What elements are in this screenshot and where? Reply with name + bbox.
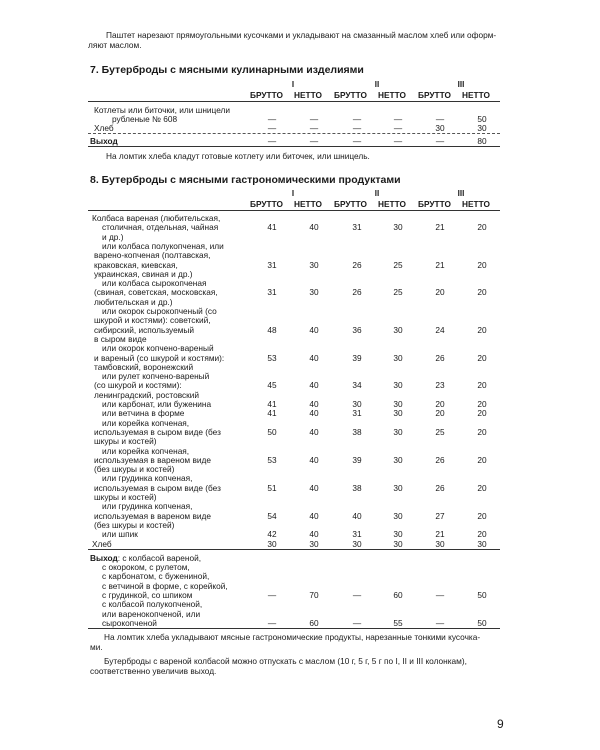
s7-item1-col-3: — bbox=[352, 114, 362, 124]
s8-row-2-col-4: 25 bbox=[393, 259, 403, 270]
s8-row-1-col-6: 20 bbox=[477, 222, 487, 233]
s8-row-11-col-4: 30 bbox=[393, 482, 403, 493]
section-8-title: 8. Бутерброды с мясными гастрономическими продуктами bbox=[90, 174, 401, 186]
s8-yield-line-3: с ветчиной в форме, с корейкой, bbox=[102, 580, 228, 591]
s8-row-9-col-1: 50 bbox=[267, 426, 277, 437]
s8-row-2-col-6: 20 bbox=[477, 259, 487, 270]
s8-row-14-col-2: 30 bbox=[309, 538, 319, 549]
s8-row-3-label-2: (свиная, советская, московская, bbox=[94, 287, 218, 298]
s7-bread-col-1: — bbox=[267, 123, 277, 133]
s8-row-9-col-4: 30 bbox=[393, 426, 403, 437]
s8-row-1-col-4: 30 bbox=[393, 222, 403, 233]
s8-row-11-col-5: 26 bbox=[435, 482, 445, 493]
s8-row-12-col-3: 40 bbox=[352, 510, 362, 521]
s8-row-2-label-2: варено-копченая (полтавская, bbox=[94, 250, 211, 261]
s8-row-6-col-4: 30 bbox=[393, 380, 403, 391]
s8-yield-2-col-1: — bbox=[267, 617, 277, 628]
s8-row-9-label-2: используемая в сыром виде (без bbox=[94, 426, 221, 437]
s8-row-7-col-2: 40 bbox=[309, 399, 319, 409]
s8-row-5-col-6: 20 bbox=[477, 352, 487, 363]
s8-row-3-col-1: 31 bbox=[267, 287, 277, 298]
s8-header-roman-1: I bbox=[291, 189, 295, 198]
s8-rule-3 bbox=[88, 628, 500, 629]
s7-bread-col-2: — bbox=[309, 123, 319, 133]
s8-row-6-label-1: или рулет копчено-вареный bbox=[102, 371, 210, 382]
s8-row-10-col-4: 30 bbox=[393, 454, 403, 465]
section-7-title: 7. Бутерброды с мясными кулинарными изделиями bbox=[90, 64, 364, 76]
s8-row-2-col-3: 26 bbox=[352, 259, 362, 270]
page-number: 9 bbox=[497, 717, 504, 731]
s8-row-2-label-1: или колбаса полукопченая, или bbox=[102, 240, 224, 251]
s7-header-netto-3: НЕТТО bbox=[462, 90, 490, 100]
s8-row-3-label-3: любительская и др.) bbox=[94, 296, 173, 307]
s8-row-5-label-3: тамбовский, воронежский bbox=[94, 361, 194, 372]
s7-rule-3 bbox=[88, 146, 500, 147]
s7-bread-col-3: — bbox=[352, 123, 362, 133]
s8-yield-1-col-2: 70 bbox=[309, 590, 319, 600]
s8-row-8-label-1: или ветчина в форме bbox=[102, 408, 185, 419]
s8-row-4-col-4: 30 bbox=[393, 324, 403, 335]
s8-row-3-col-3: 26 bbox=[352, 287, 362, 298]
s8-row-12-col-2: 40 bbox=[309, 510, 319, 521]
s8-header-brutto-3: БРУТТО bbox=[418, 199, 451, 209]
s8-row-4-col-6: 20 bbox=[477, 324, 487, 335]
s8-row-10-col-6: 20 bbox=[477, 454, 487, 465]
s8-row-6-col-5: 23 bbox=[435, 380, 445, 391]
s7-header-brutto-1: БРУТТО bbox=[250, 90, 283, 100]
s8-row-10-col-5: 26 bbox=[435, 454, 445, 465]
s7-yield-col-4: — bbox=[393, 136, 403, 146]
s7-item1-label-1: Котлеты или биточки, или шницели bbox=[94, 105, 231, 115]
s8-row-11-col-1: 51 bbox=[267, 482, 277, 493]
s7-header-brutto-3: БРУТТО bbox=[418, 90, 451, 100]
s8-header-netto-3: НЕТТО bbox=[462, 199, 490, 209]
s7-yield-col-3: — bbox=[352, 136, 362, 146]
s7-yield-label: Выход bbox=[90, 136, 118, 146]
s8-note-4: соответственно увеличив выход. bbox=[90, 666, 217, 677]
s8-row-2-label-3: краковская, киевская, bbox=[94, 259, 178, 270]
s8-row-4-label-4: в сыром виде bbox=[94, 333, 147, 344]
s8-yield-1-col-6: 50 bbox=[477, 590, 487, 600]
s8-row-4-label-3: сибирский, используемый bbox=[94, 324, 194, 335]
s8-row-8-col-4: 30 bbox=[393, 408, 403, 419]
s8-row-6-col-6: 20 bbox=[477, 380, 487, 391]
s7-bread-col-5: 30 bbox=[435, 123, 445, 133]
s8-row-1-label-1: Колбаса вареная (любительская, bbox=[92, 213, 221, 223]
s8-header-brutto-1: БРУТТО bbox=[250, 199, 283, 209]
s8-yield-1-col-3: — bbox=[352, 590, 362, 600]
s8-yield-line-7: сырокопченой bbox=[102, 617, 157, 628]
s7-item1-col-5: — bbox=[435, 114, 445, 124]
s8-note-3: Бутерброды с вареной колбасой можно отпускать с маслом (10 г, 5 г, 5 г по I, II и III колонкам), bbox=[104, 656, 467, 667]
s8-row-12-label-1: или грудинка копченая, bbox=[102, 501, 193, 512]
s7-header-netto-2: НЕТТО bbox=[378, 90, 406, 100]
s7-header-roman-3: III bbox=[457, 80, 465, 89]
s8-row-10-label-3: (без шкуры и костей) bbox=[94, 464, 175, 475]
s8-row-11-label-1: или грудинка копченая, bbox=[102, 473, 193, 484]
s8-row-3-col-2: 30 bbox=[309, 287, 319, 298]
s7-header-netto-1: НЕТТО bbox=[294, 90, 322, 100]
s8-row-11-label-2: используемая в сыром виде (без bbox=[94, 482, 221, 493]
s8-row-8-col-3: 31 bbox=[352, 408, 362, 419]
s8-row-14-col-5: 30 bbox=[435, 538, 445, 549]
s7-bread-col-6: 30 bbox=[477, 123, 487, 133]
s8-row-7-col-3: 30 bbox=[352, 399, 362, 409]
s8-row-12-label-3: (без шкуры и костей) bbox=[94, 519, 175, 530]
s8-row-7-col-6: 20 bbox=[477, 399, 487, 409]
s8-row-4-col-2: 40 bbox=[309, 324, 319, 335]
s8-row-6-label-3: ленинградский, ростовский bbox=[94, 389, 200, 400]
s8-yield-1-col-1: — bbox=[267, 590, 277, 600]
s7-item1-col-6: 50 bbox=[477, 114, 487, 124]
s7-yield-col-6: 80 bbox=[477, 136, 487, 146]
s8-row-10-label-1: или корейка копченая, bbox=[102, 445, 190, 456]
s7-bread-col-4: — bbox=[393, 123, 403, 133]
s8-row-6-col-1: 45 bbox=[267, 380, 277, 391]
intro-line-1: Паштет нарезают прямоугольными кусочками и укладывают на смазанный маслом хлеб или оформ- bbox=[106, 30, 497, 40]
s8-yield-2-col-5: — bbox=[435, 617, 445, 628]
s8-yield-line-1: с окороком, с рулетом, bbox=[102, 562, 190, 573]
s8-row-1-col-3: 31 bbox=[352, 222, 362, 233]
s8-row-12-col-4: 30 bbox=[393, 510, 403, 521]
s8-row-13-col-2: 40 bbox=[309, 529, 319, 540]
s8-row-14-col-1: 30 bbox=[267, 538, 277, 549]
s8-row-7-label-1: или карбонат, или буженина bbox=[102, 399, 212, 409]
s8-row-12-col-1: 54 bbox=[267, 510, 277, 521]
s7-note: На ломтик хлеба кладут готовые котлету или биточек, или шницель. bbox=[106, 151, 370, 161]
s8-yield-2-col-3: — bbox=[352, 617, 362, 628]
s8-header-brutto-2: БРУТТО bbox=[334, 199, 367, 209]
s7-item1-col-1: — bbox=[267, 114, 277, 124]
s8-header-roman-2: II bbox=[374, 189, 380, 198]
s8-yield-1-col-5: — bbox=[435, 590, 445, 600]
s8-row-5-col-5: 26 bbox=[435, 352, 445, 363]
s8-row-13-col-4: 30 bbox=[393, 529, 403, 540]
s8-row-11-col-2: 40 bbox=[309, 482, 319, 493]
s8-row-9-label-1: или корейка копченая, bbox=[102, 417, 190, 428]
s8-row-9-col-5: 25 bbox=[435, 426, 445, 437]
s8-row-3-col-5: 20 bbox=[435, 287, 445, 298]
s8-row-10-label-2: используемая в вареном виде bbox=[94, 454, 211, 465]
s8-row-1-col-2: 40 bbox=[309, 222, 319, 233]
s8-row-12-col-5: 27 bbox=[435, 510, 445, 521]
s8-row-5-label-1: или окорок копчено-вареный bbox=[102, 343, 214, 354]
s8-row-14-col-6: 30 bbox=[477, 538, 487, 549]
s8-yield-1-col-4: 60 bbox=[393, 590, 403, 600]
s8-rule-2 bbox=[88, 549, 500, 550]
s8-row-3-col-6: 20 bbox=[477, 287, 487, 298]
s8-yield-line-4: с грудинкой, со шпиком bbox=[102, 590, 193, 600]
s7-item1-col-4: — bbox=[393, 114, 403, 124]
s8-row-2-col-1: 31 bbox=[267, 259, 277, 270]
s8-header-rule bbox=[88, 210, 500, 211]
s8-yield-text: : с колбасой вареной, bbox=[117, 552, 202, 563]
s8-row-5-col-2: 40 bbox=[309, 352, 319, 363]
s8-row-6-col-2: 40 bbox=[309, 380, 319, 391]
s8-yield-line-6: или варенокопченой, или bbox=[102, 608, 201, 619]
s7-yield-col-1: — bbox=[267, 136, 277, 146]
s8-row-7-col-1: 41 bbox=[267, 399, 277, 409]
s8-row-10-col-2: 40 bbox=[309, 454, 319, 465]
s8-row-3-col-4: 25 bbox=[393, 287, 403, 298]
s8-row-12-label-2: используемая в вареном виде bbox=[94, 510, 211, 521]
s8-row-12-col-6: 20 bbox=[477, 510, 487, 521]
s8-row-9-col-3: 38 bbox=[352, 426, 362, 437]
s8-row-14-col-3: 30 bbox=[352, 538, 362, 549]
s8-row-2-col-5: 21 bbox=[435, 259, 445, 270]
s8-header-roman-3: III bbox=[457, 189, 465, 198]
s8-row-3-label-1: или колбаса сырокопченая bbox=[102, 278, 207, 289]
s8-row-7-col-5: 20 bbox=[435, 399, 445, 409]
s7-yield-col-2: — bbox=[309, 136, 319, 146]
s7-rule-2 bbox=[88, 133, 500, 134]
s8-row-11-col-6: 20 bbox=[477, 482, 487, 493]
s8-row-5-col-1: 53 bbox=[267, 352, 277, 363]
s8-row-9-label-3: шкуры и костей) bbox=[94, 436, 157, 447]
s8-yield-line-5: с колбасой полукопченой, bbox=[102, 599, 203, 610]
s8-header-netto-2: НЕТТО bbox=[378, 199, 406, 209]
s8-row-8-col-5: 20 bbox=[435, 408, 445, 419]
s8-row-2-label-4: украинская, свиная и др.) bbox=[94, 268, 193, 279]
s8-row-4-col-1: 48 bbox=[267, 324, 277, 335]
s7-header-brutto-2: БРУТТО bbox=[334, 90, 367, 100]
s8-row-8-col-6: 20 bbox=[477, 408, 487, 419]
s8-yield-2-col-4: 55 bbox=[393, 617, 403, 628]
s8-row-9-col-2: 40 bbox=[309, 426, 319, 437]
s8-row-10-col-3: 39 bbox=[352, 454, 362, 465]
s8-header-netto-1: НЕТТО bbox=[294, 199, 322, 209]
s7-header-roman-1: I bbox=[291, 80, 295, 89]
s8-row-13-col-6: 20 bbox=[477, 529, 487, 540]
s8-row-5-label-2: и вареный (со шкурой и костями): bbox=[94, 352, 225, 363]
s7-header-rule bbox=[88, 101, 500, 102]
s8-note-2: ми. bbox=[90, 642, 103, 653]
s7-item1-label-2: рубленые № 608 bbox=[112, 114, 178, 124]
s7-item1-col-2: — bbox=[309, 114, 319, 124]
s8-row-8-col-1: 41 bbox=[267, 408, 277, 419]
intro-line-2: ляют маслом. bbox=[88, 40, 142, 50]
s8-row-13-col-3: 31 bbox=[352, 529, 362, 540]
s8-row-1-col-5: 21 bbox=[435, 222, 445, 233]
s8-row-13-col-5: 21 bbox=[435, 529, 445, 540]
s8-row-2-col-2: 30 bbox=[309, 259, 319, 270]
s8-note-1: На ломтик хлеба укладывают мясные гастрономические продукты, нарезанные тонкими кусочка- bbox=[104, 632, 481, 643]
s8-yield-label: Выход bbox=[90, 552, 118, 563]
s8-yield-2-col-6: 50 bbox=[477, 617, 487, 628]
s8-row-13-label-1: или шпик bbox=[102, 529, 138, 540]
s8-row-4-label-2: шкурой и костями): советский, bbox=[94, 315, 211, 326]
s8-row-5-col-3: 39 bbox=[352, 352, 362, 363]
s7-yield-col-5: — bbox=[435, 136, 445, 146]
s8-yield-line-2: с карбонатом, с бужениной, bbox=[102, 571, 210, 582]
s8-row-6-label-2: (со шкурой и костями): bbox=[94, 380, 182, 391]
s8-row-1-label-3: и др.) bbox=[102, 231, 124, 242]
s7-header-roman-2: II bbox=[374, 80, 380, 89]
s8-row-9-col-6: 20 bbox=[477, 426, 487, 437]
s8-row-7-col-4: 30 bbox=[393, 399, 403, 409]
s7-bread-label: Хлеб bbox=[94, 123, 114, 133]
s8-row-6-col-3: 34 bbox=[352, 380, 362, 391]
s8-row-4-col-3: 36 bbox=[352, 324, 362, 335]
s8-row-8-col-2: 40 bbox=[309, 408, 319, 419]
s8-row-14-label-1: Хлеб bbox=[92, 538, 112, 549]
s8-row-1-label-2: столичная, отдельная, чайная bbox=[102, 222, 219, 233]
s8-row-4-label-1: или окорок сырокопченый (со bbox=[102, 306, 217, 316]
s8-row-10-col-1: 53 bbox=[267, 454, 277, 465]
s8-row-4-col-5: 24 bbox=[435, 324, 445, 335]
s8-row-11-label-3: шкуры и костей) bbox=[94, 492, 157, 502]
s8-row-14-col-4: 30 bbox=[393, 538, 403, 549]
s8-row-13-col-1: 42 bbox=[267, 529, 277, 540]
s8-row-11-col-3: 38 bbox=[352, 482, 362, 493]
s8-yield-2-col-2: 60 bbox=[309, 617, 319, 628]
s8-row-1-col-1: 41 bbox=[267, 222, 277, 233]
s8-row-5-col-4: 30 bbox=[393, 352, 403, 363]
